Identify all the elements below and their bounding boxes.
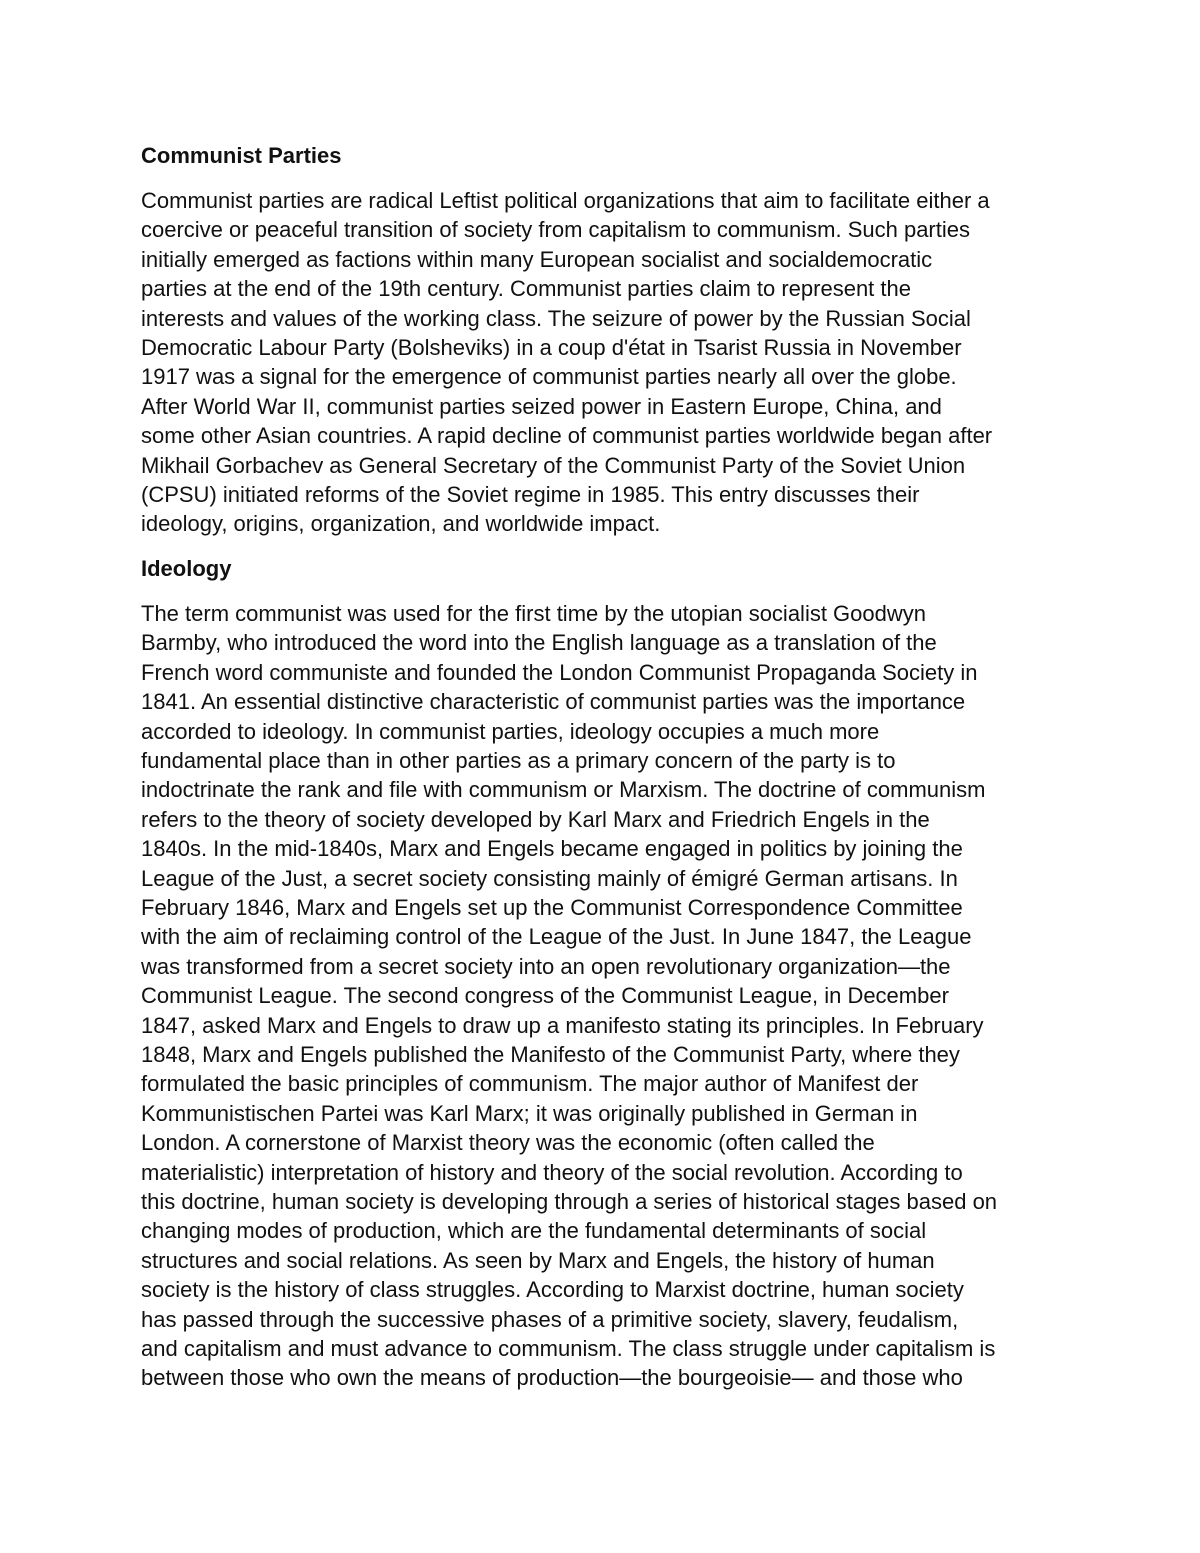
text-line: indoctrinate the rank and file with communism or Marxism. The doctrine of communism (141, 777, 986, 803)
paragraph-ideology (141, 599, 1081, 1393)
text-line: London. A cornerstone of Marxist theory was the economic (often called the (141, 1130, 875, 1156)
text-line: ideology, origins, organization, and worldwide impact. (141, 511, 661, 537)
text-line: accorded to ideology. In communist parties, ideology occupies a much more (141, 718, 880, 744)
text-line: was transformed from a secret society into an open revolutionary organization—the (141, 953, 951, 979)
text-line: 1847, asked Marx and Engels to draw up a manifesto stating its principles. In February (141, 1012, 984, 1038)
text-line: fundamental place than in other parties as a primary concern of the party is to (141, 747, 896, 773)
text-line: refers to the theory of society developed by Karl Marx and Friedrich Engels in the (141, 806, 930, 832)
text-line: February 1846, Marx and Engels set up the Communist Correspondence Committee (141, 894, 963, 920)
text-line: 1841. An essential distinctive characteristic of communist parties was the importance (141, 689, 966, 715)
paragraph-communist-parties (141, 186, 1081, 539)
text-line: has passed through the successive phases of a primitive society, slavery, feudalism, (141, 1306, 959, 1332)
text-line: this doctrine, human society is developing through a series of historical stages based on (141, 1189, 998, 1214)
text-line: society is the history of class struggles. According to Marxist doctrine, human society (141, 1277, 964, 1303)
text-line: changing modes of production, which are the fundamental determinants of social (141, 1218, 927, 1244)
text-line: Democratic Labour Party (Bolsheviks) in a coup d'état in Tsarist Russia in November (141, 335, 962, 361)
text-line: 1917 was a signal for the emergence of communist parties nearly all over the globe. (141, 364, 957, 390)
text-line: interests and values of the working class. The seizure of power by the Russian Social (141, 305, 971, 331)
text-line: Mikhail Gorbachev as General Secretary of the Communist Party of the Soviet Union (141, 452, 966, 478)
text-line: The term communist was used for the first time by the utopian socialist Goodwyn (141, 600, 926, 626)
text-line: Communist League. The second congress of the Communist League, in December (141, 983, 949, 1009)
text-line: formulated the basic principles of communism. The major author of Manifest der (141, 1071, 919, 1097)
document-content (141, 138, 1081, 1393)
text-line: After World War II, communist parties seized power in Eastern Europe, China, and (141, 393, 942, 419)
text-line: Communist parties are radical Leftist political organizations that aim to facilitate either a (141, 188, 990, 213)
text-line: parties at the end of the 19th century. Communist parties claim to represent the (141, 276, 911, 302)
section-heading-communist-parties: Communist Parties (141, 143, 342, 168)
text-line: Barmby, who introduced the word into the English language as a translation of the (141, 630, 937, 656)
text-line: and capitalism and must advance to communism. The class struggle under capitalism is (141, 1336, 996, 1362)
text-line: 1848, Marx and Engels published the Manifesto of the Communist Party, where they (141, 1041, 960, 1067)
text-line: between those who own the means of production—the bourgeoisie— and those who (141, 1365, 963, 1391)
text-line: Kommunistischen Partei was Karl Marx; it was originally published in German in (141, 1100, 918, 1126)
text-line: 1840s. In the mid-1840s, Marx and Engels became engaged in politics by joining the (141, 836, 963, 862)
text-line: French word communiste and founded the London Communist Propaganda Society in (141, 659, 978, 685)
text-line: initially emerged as factions within many European socialist and socialdemocratic (141, 246, 933, 272)
section-heading-ideology: Ideology (141, 555, 232, 581)
text-line: structures and social relations. As seen by Marx and Engels, the history of human (141, 1247, 935, 1273)
text-line: League of the Just, a secret society consisting mainly of émigré German artisans. In (141, 865, 958, 891)
text-line: (CPSU) initiated reforms of the Soviet regime in 1985. This entry discusses their (141, 482, 920, 508)
text-line: coercive or peaceful transition of society from capitalism to communism. Such parties (141, 217, 970, 243)
text-line: some other Asian countries. A rapid decline of communist parties worldwide began after (141, 423, 993, 449)
text-line: with the aim of reclaiming control of the League of the Just. In June 1847, the League (141, 924, 972, 950)
text-line: materialistic) interpretation of history and theory of the social revolution. According to (141, 1159, 963, 1185)
